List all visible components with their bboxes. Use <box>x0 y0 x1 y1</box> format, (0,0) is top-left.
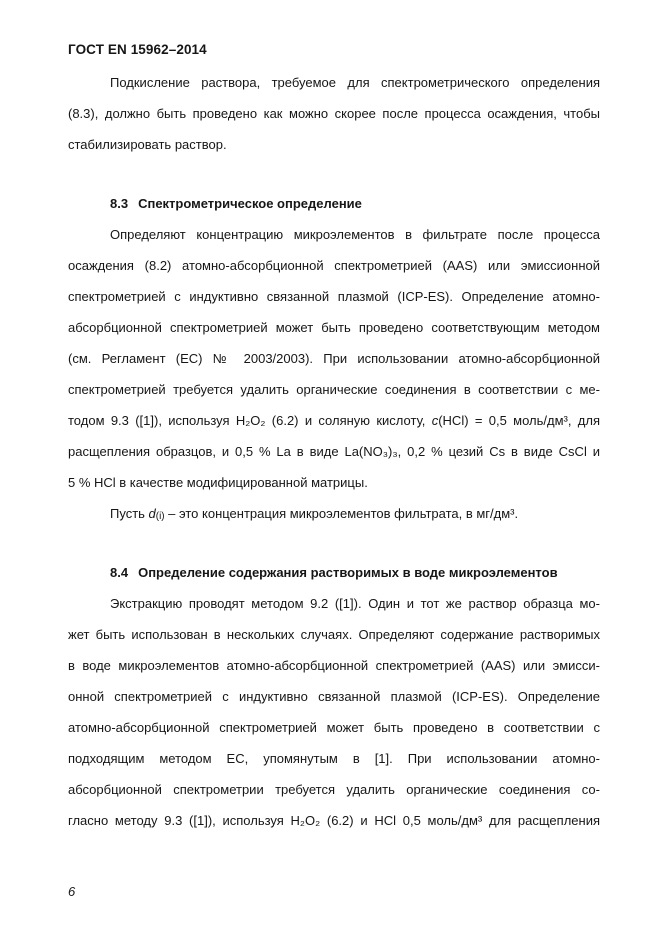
section-8-3-heading <box>68 188 600 219</box>
page-number: 6 <box>68 884 76 899</box>
doc-header: ГОСТ EN 15962–2014 <box>68 42 207 57</box>
text-line: Определяют концентрацию микроэлементов в фильтрате после процесса <box>110 227 600 242</box>
text-line: спектрометрией с индуктивно связанной плазмой (ICP-ES). Определение атомно- <box>68 289 600 304</box>
heading-number: 8.3 <box>110 196 129 211</box>
text-line: жет быть использован в нескольких случаях. Определяют содержание растворимых <box>68 627 600 642</box>
subscript-i: (i) <box>155 511 165 522</box>
text-span: (HCl) = 0,5 моль/дм³, для <box>438 413 600 428</box>
text-line: (см. Регламент (ЕС) № 2003/2003). При использовании атомно-абсорбционной <box>68 351 600 366</box>
text-line: абсорбционной спектрометрии требуется удалить органические соединения со- <box>68 782 600 797</box>
text-line: Подкисление раствора, требуемое для спектрометрического определения <box>110 75 600 90</box>
text-span: – это концентрация микроэлементов фильтрата, в мг/дм³. <box>164 506 519 521</box>
intro-paragraph <box>68 67 600 160</box>
text-line: расщепления образцов, и 0,5 % La в виде La(NO₃)₃, 0,2 % цезий Cs в виде CsCl и <box>68 444 600 459</box>
text-line <box>68 405 600 436</box>
text-line: Экстракцию проводят методом 9.2 ([1]). Один и тот же раствор образца мо- <box>110 596 600 611</box>
text-line: стабилизировать раствор. <box>68 137 227 152</box>
text-line: абсорбционной спектрометрией может быть проведено соответствующим методом <box>68 320 600 335</box>
heading-text: Определение содержания растворимых в воде микроэлементов <box>138 565 558 580</box>
section-8-3-paragraph-1 <box>68 219 600 498</box>
heading-text: Спектрометрическое определение <box>138 196 362 211</box>
section-8-4-paragraph-1 <box>68 588 600 836</box>
text-line: осаждения (8.2) атомно-абсорбционной спектрометрией (AAS) или эмиссионной <box>68 258 600 273</box>
text-line: 5 % HCl в качестве модифицированной матрицы. <box>68 475 368 490</box>
text-line: гласно методу 9.3 ([1]), используя H₂O₂ (6.2) и HCl 0,5 моль/дм³ для расщепления <box>68 813 600 828</box>
text-span: тодом 9.3 ([1]), используя H₂O₂ (6.2) и соляную кислоту, <box>68 413 432 428</box>
section-8-4-heading <box>68 557 600 588</box>
text-line: в воде микроэлементов атомно-абсорбционной спектрометрией (AAS) или эмисси- <box>68 658 600 673</box>
text-line: онной спектрометрией с индуктивно связанной плазмой (ICP-ES). Определение <box>68 689 600 704</box>
text-line: атомно-абсорбционной спектрометрией может быть проведено в соответствии с <box>68 720 600 735</box>
section-8-3-paragraph-2 <box>68 498 600 529</box>
text-span: Пусть <box>110 506 149 521</box>
text-line: подходящим методом ЕС, упомянутым в [1]. При использовании атомно- <box>68 751 600 766</box>
variable-d: d <box>148 506 156 521</box>
variable-c: c <box>431 413 439 428</box>
text-line: (8.3), должно быть проведено как можно скорее после процесса осаждения, чтобы <box>68 106 600 121</box>
heading-number: 8.4 <box>110 565 129 580</box>
text-line: спектрометрией требуется удалить органические соединения в соответствии с ме- <box>68 382 600 397</box>
text-line <box>68 498 600 529</box>
